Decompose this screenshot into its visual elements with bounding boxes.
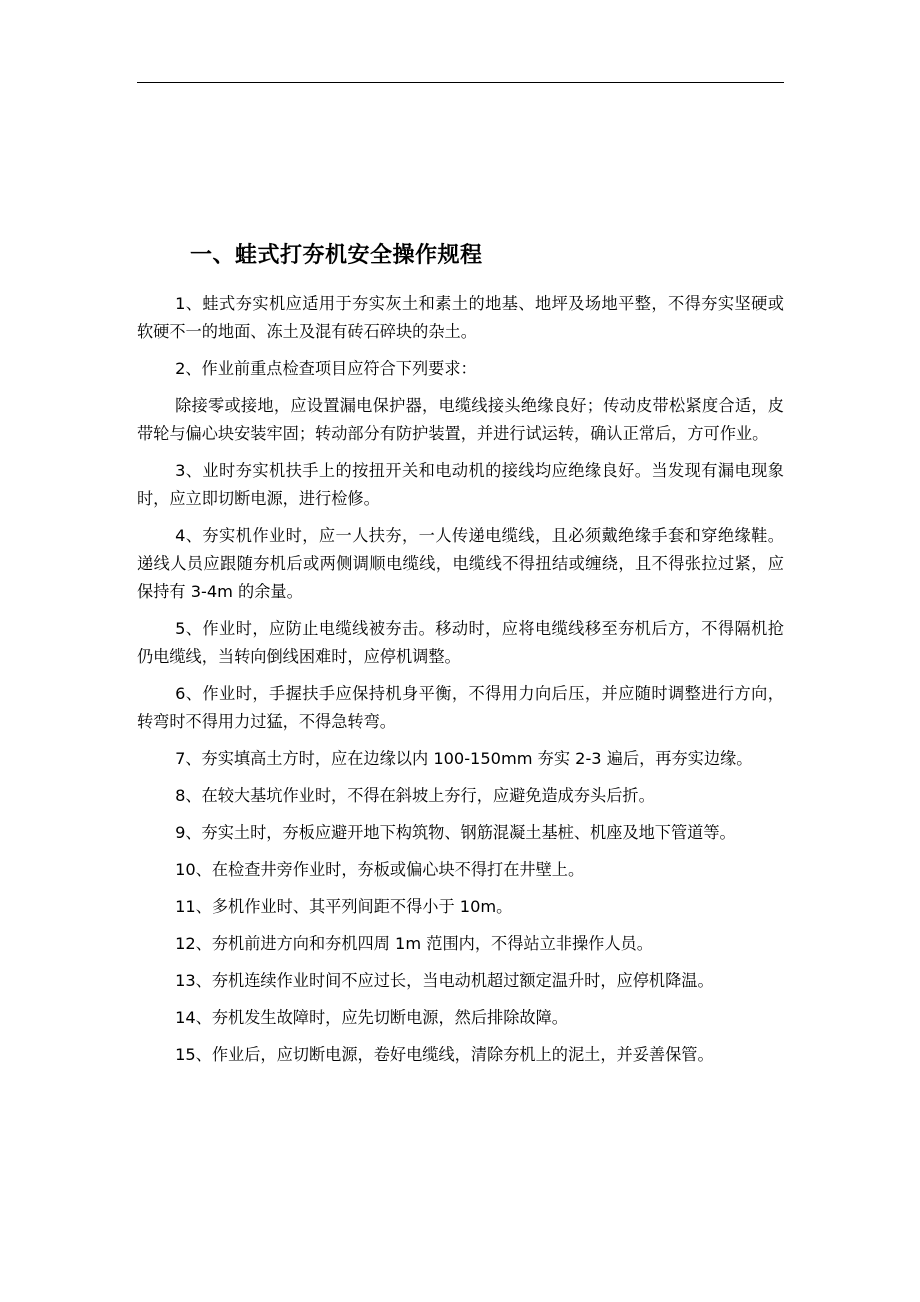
- paragraph-11: 11、多机作业时、其平列间距不得小于 10m。: [175, 897, 513, 916]
- paragraph-8: 8、在较大基坑作业时，不得在斜坡上夯行，应避免造成夯头后折。: [175, 786, 655, 805]
- paragraph-12: 12、夯机前进方向和夯机四周 1m 范围内，不得站立非操作人员。: [175, 934, 653, 953]
- header-rule: [137, 82, 784, 83]
- paragraph-10: 10、在检查井旁作业时，夯板或偏心块不得打在井壁上。: [175, 860, 585, 879]
- document-body: [137, 290, 784, 1078]
- paragraph-3: 3、业时夯实机扶手上的按扭开关和电动机的接线均应绝缘良好。当发现有漏电现象时，应立即切断电源，进行检修。: [137, 461, 784, 508]
- paragraph-9: 9、夯实土时，夯板应避开地下构筑物、钢筋混凝土基桩、机座及地下管道等。: [175, 823, 736, 842]
- paragraph-1: 1、蛙式夯实机应适用于夯实灰土和素土的地基、地坪及场地平整，不得夯实坚硬或软硬不一的地面、冻土及混有砖石碎块的杂土。: [137, 294, 784, 341]
- paragraph-4: 4、夯实机作业时，应一人扶夯，一人传递电缆线，且必须戴绝缘手套和穿绝缘鞋。递线人员应跟随夯机后或两侧调顺电缆线，电缆线不得扭结或缠绕，且不得张拉过紧，应保持有 3-4m 的余量。: [137, 526, 784, 601]
- paragraph-13: 13、夯机连续作业时间不应过长，当电动机超过额定温升时，应停机降温。: [175, 971, 714, 990]
- paragraph-2: 2、作业前重点检查项目应符合下列要求：: [175, 359, 477, 378]
- paragraph-14: 14、夯机发生故障时，应先切断电源，然后排除故障。: [175, 1008, 568, 1027]
- paragraph-6: 6、作业时，手握扶手应保持机身平衡，不得用力向后压，并应随时调整进行方向，转弯时不得用力过猛，不得急转弯。: [137, 684, 784, 731]
- paragraph-2-detail: 除接零或接地，应设置漏电保护器，电缆线接头绝缘良好；传动皮带松紧度合适，皮带轮与偏心块安装牢固；转动部分有防护装置，并进行试运转，确认正常后，方可作业。: [137, 396, 784, 443]
- paragraph-5: 5、作业时，应防止电缆线被夯击。移动时，应将电缆线移至夯机后方，不得隔机抢仍电缆线，当转向倒线困难时，应停机调整。: [137, 619, 784, 666]
- document-title: 一、蛙式打夯机安全操作规程: [190, 243, 483, 268]
- paragraph-7: 7、夯实填高土方时，应在边缘以内 100-150mm 夯实 2-3 遍后，再夯实边缘。: [175, 749, 753, 768]
- paragraph-15: 15、作业后，应切断电源，卷好电缆线，清除夯机上的泥土，并妥善保管。: [175, 1045, 714, 1064]
